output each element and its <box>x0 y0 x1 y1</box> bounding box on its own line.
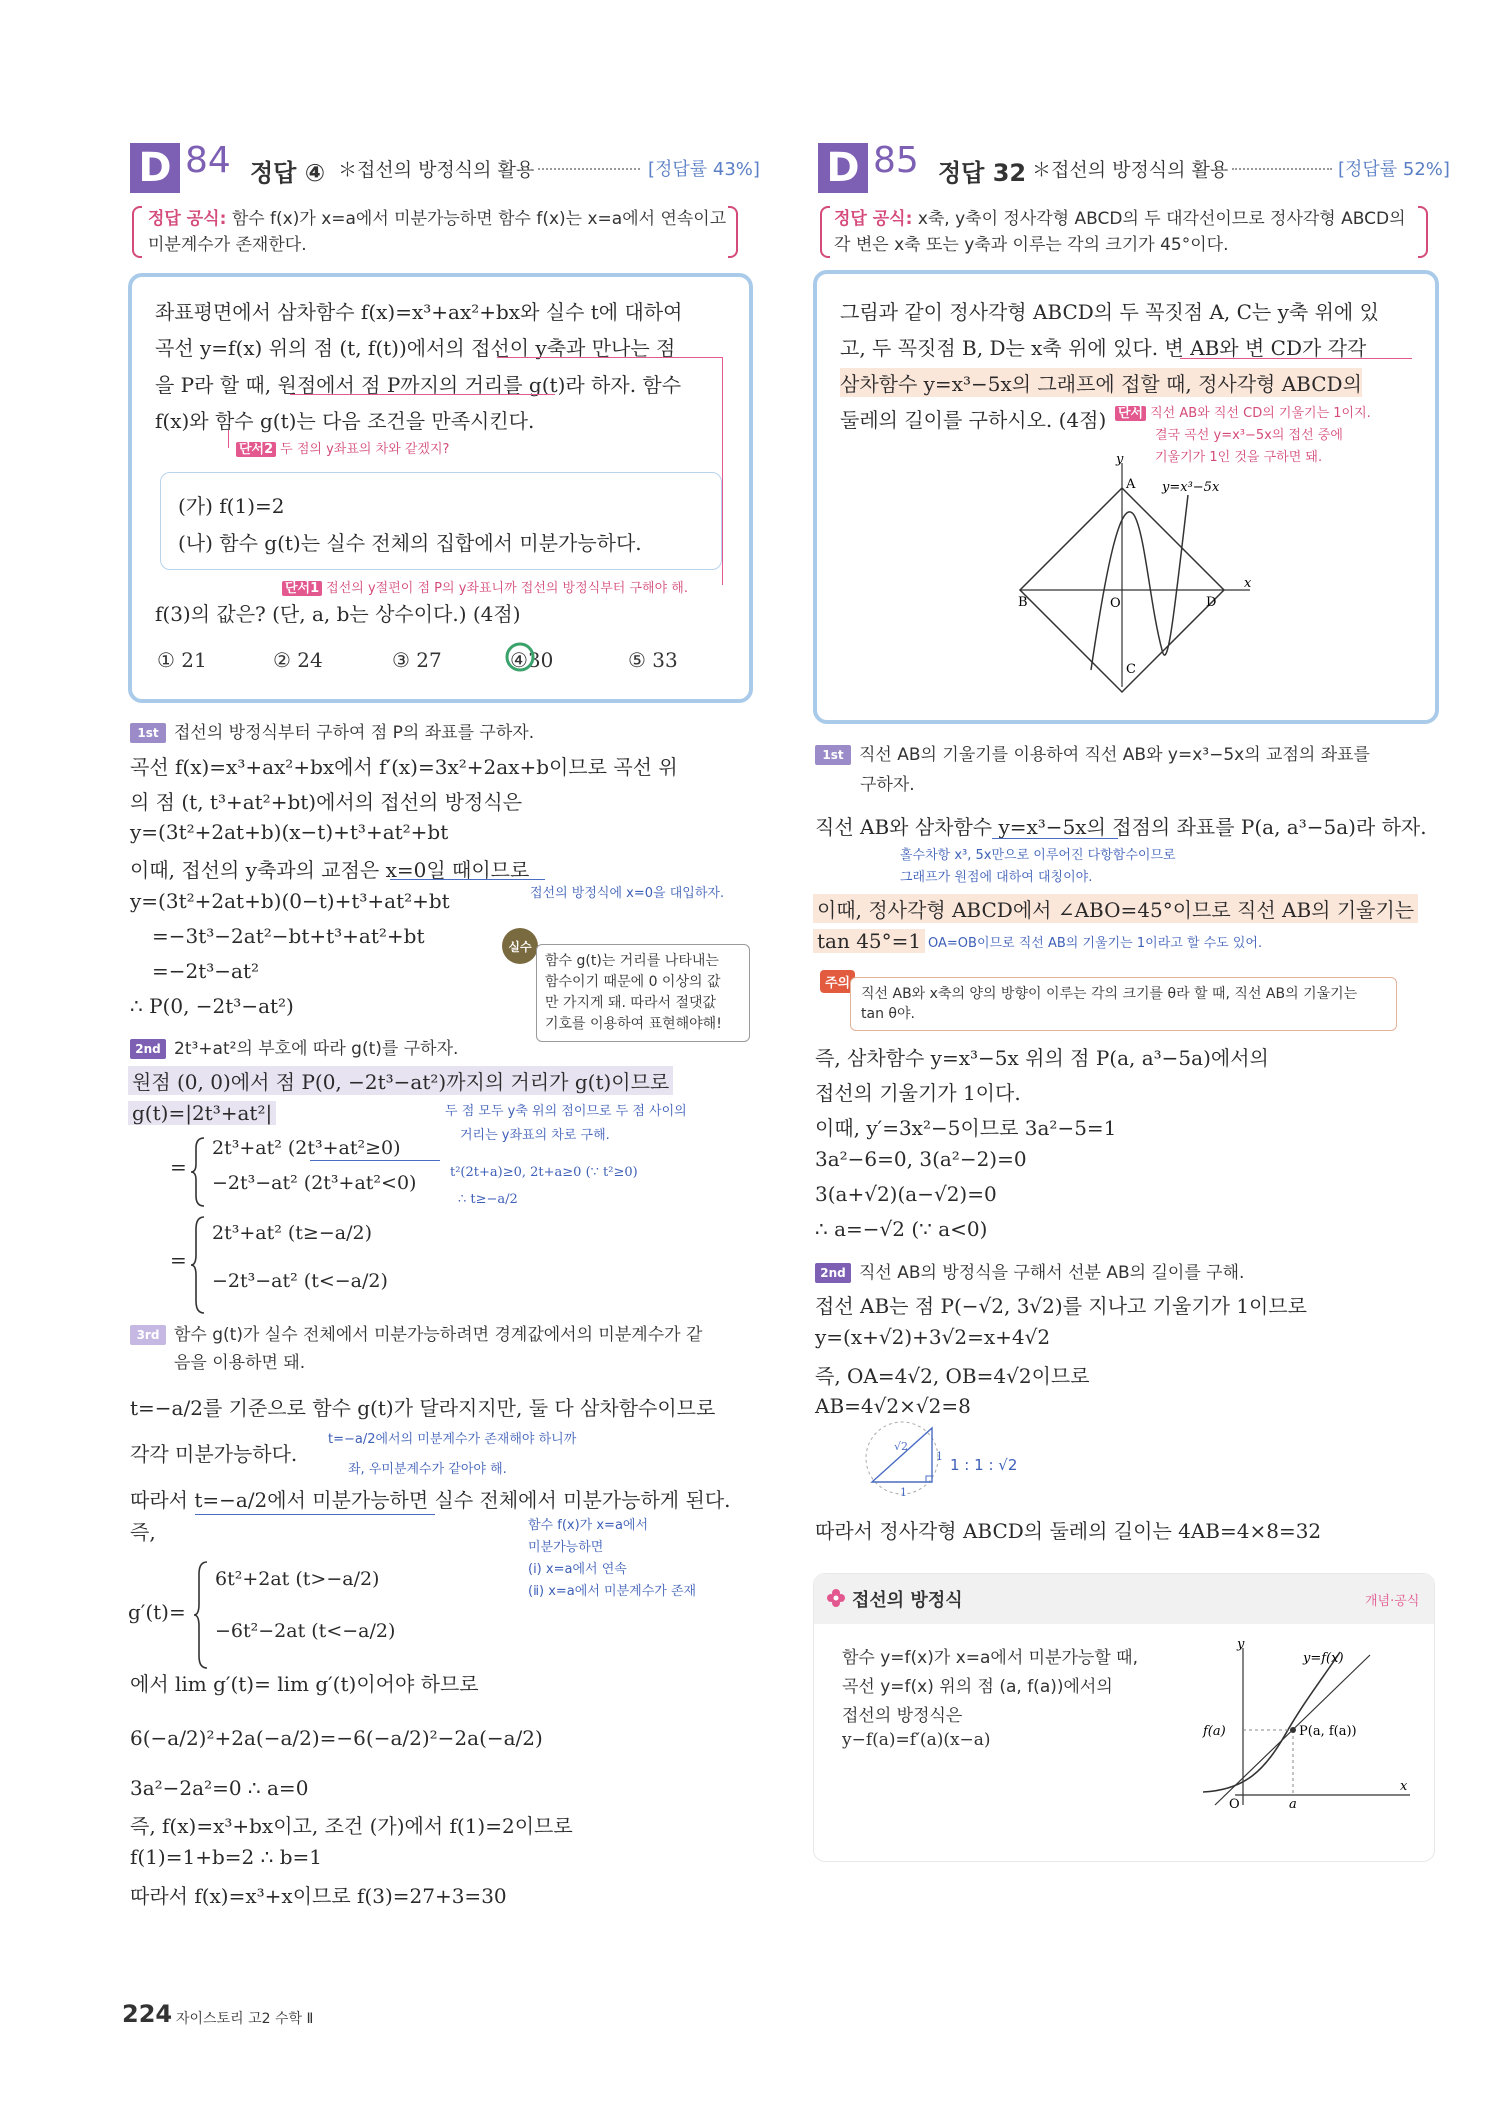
hint-underline <box>497 357 722 358</box>
note-diff-3: (ⅰ) x=a에서 연속 <box>528 1562 627 1577</box>
work-line: ∴ a=−√2 (∵ a<0) <box>815 1217 988 1241</box>
step-2-tag: 2nd <box>130 1039 166 1059</box>
note-diff-1: 함수 f(x)가 x=a에서 <box>528 1518 649 1533</box>
step-3 <box>130 1320 702 1345</box>
answer-formula <box>148 206 726 258</box>
hint-underline <box>1180 358 1412 359</box>
question-line: f(3)의 값은? (단, a, b는 상수이다.) (4점) <box>155 602 521 626</box>
step-1-text-1: 직선 AB의 기울기를 이용하여 직선 AB와 y=x³−5x의 교점의 좌표를 <box>859 745 1370 765</box>
formula-text-2: 미분계수가 존재한다. <box>148 235 307 255</box>
work-line: 즉, OA=4√2, OB=4√2이므로 <box>815 1364 1090 1388</box>
x-label: x <box>1400 1779 1408 1794</box>
problem-badge: D <box>818 143 868 193</box>
step-2-tag: 2nd <box>815 1263 851 1283</box>
a-label: a <box>1289 1797 1297 1810</box>
curve-label: y=x³−5x <box>1162 480 1220 495</box>
work-line: 곡선 f(x)=x³+ax²+bx에서 f′(x)=3x²+2ax+b이므로 곡선 위 <box>130 755 678 779</box>
g-absolute: g(t)=|2t³+at²| <box>128 1101 276 1125</box>
emphasis-underline <box>390 879 545 880</box>
note-mid-1: t=−a/2에서의 미분계수가 존재해야 하니까 <box>328 1432 577 1447</box>
tip-line: 함수 g(t)는 거리를 나타내는 <box>545 953 719 969</box>
work-line: 에서 lim g′(t)= lim g′(t)이어야 하므로 <box>130 1672 479 1696</box>
note-distance-2: 거리는 y좌표의 차로 구해. <box>460 1128 610 1143</box>
note-diff-2: 미분가능하면 <box>528 1540 604 1555</box>
step-3-cont: 음을 이용하면 돼. <box>174 1353 306 1373</box>
concept-tag: 개념·공식 <box>1365 1594 1420 1609</box>
hint-2-tag: 단서2 <box>236 442 276 457</box>
work-line: t=−a/2를 기준으로 함수 g(t)가 달라지지만, 둘 다 삼차함수이므로 <box>130 1396 716 1420</box>
y-label: y <box>1237 1640 1245 1652</box>
work-line: AB=4√2×√2=8 <box>815 1394 971 1418</box>
hint-underline <box>290 394 555 395</box>
problem-badge: D <box>130 143 180 193</box>
tip-line: 만 가지게 돼. 따라서 절댓값 <box>545 995 717 1011</box>
vertex-d: D <box>1206 595 1217 610</box>
formula-brace-right <box>728 206 738 258</box>
work-line: 3(a+√2)(a−√2)=0 <box>815 1182 997 1206</box>
step-2 <box>130 1034 458 1059</box>
work-line: 3a²−2a²=0 ∴ a=0 <box>130 1776 309 1800</box>
work-line: 즉, 삼차함수 y=x³−5x 위의 점 P(a, a³−5a)에서의 <box>815 1046 1269 1070</box>
work-line: 이때, y′=3x²−5이므로 3a²−5=1 <box>815 1116 1117 1140</box>
choice-4-correct: ④30 <box>510 648 554 672</box>
work-line: 직선 AB와 삼차함수 y=x³−5x의 접점의 좌표를 P(a, a³−5a)라 하자. <box>815 815 1427 839</box>
formula-brace-left <box>820 206 830 258</box>
note-diff-4: (ⅱ) x=a에서 미분계수가 존재 <box>528 1584 697 1599</box>
note-distance-1: 두 점 모두 y축 위의 점이므로 두 점 사이의 <box>445 1104 687 1119</box>
work-line: tan 45°=1 <box>813 929 925 953</box>
problem-line-4: 둘레의 길이를 구하시오. (4점) <box>840 408 1107 432</box>
concept-line-3: 접선의 방정식은 <box>842 1706 963 1726</box>
vertex-c: C <box>1126 662 1136 677</box>
choice-3: ③ 27 <box>392 648 442 672</box>
answer-label: 정답 ④ <box>250 159 326 187</box>
problem-line-2: 곡선 y=f(x) 위의 점 (t, f(t))에서의 접선이 y축과 만나는 점 <box>155 336 676 360</box>
point-p-label: P(a, f(a)) <box>1299 1724 1357 1739</box>
note-mid-2: 좌, 우미분계수가 같아야 해. <box>348 1462 507 1477</box>
formula-brace-right <box>1418 206 1428 258</box>
problem-line-1: 그림과 같이 정사각형 ABCD의 두 꼭짓점 A, C는 y축 위에 있 <box>840 300 1379 324</box>
work-line: =−3t³−2at²−bt+t³+at²+bt <box>152 924 425 948</box>
curve-label: y=f(x) <box>1303 1651 1344 1666</box>
case-note-2: ∴ t≥−a/2 <box>458 1192 518 1207</box>
topic-label: ＊접선의 방정식의 활용 <box>338 159 535 181</box>
work-line: 접선 AB는 점 P(−√2, 3√2)를 지나고 기울기가 1이므로 <box>815 1294 1308 1318</box>
ratio-note: 1 : 1 : √2 <box>950 1456 1018 1474</box>
formula-brace-left <box>132 206 142 258</box>
formula-text-1: x축, y축이 정사각형 ABCD의 두 대각선이므로 정사각형 ABCD의 <box>917 209 1406 229</box>
distance-line: 원점 (0, 0)에서 점 P(0, −2t³−at²)까지의 거리가 g(t)이므로 <box>128 1066 673 1095</box>
problem-number: 85 <box>873 140 919 181</box>
fa-label: f(a) <box>1203 1724 1226 1739</box>
note-substitute: 접선의 방정식에 x=0을 대입하자. <box>530 886 725 901</box>
origin-label: O <box>1229 1797 1240 1810</box>
hint-connector <box>722 357 723 585</box>
tri-leg-label: 1 <box>936 1450 943 1463</box>
work-line: 따라서 t=−a/2에서 미분가능하면 실수 전체에서 미분가능하게 된다. <box>130 1488 731 1512</box>
concept-formula: y−f(a)=f′(a)(x−a) <box>842 1730 991 1750</box>
formula-label: 정답 공식: <box>834 209 913 229</box>
work-line: 이때, 접선의 y축과의 교점은 x=0일 때이므로 <box>130 858 530 882</box>
vertex-b: B <box>1018 595 1028 610</box>
tip-badge-text: 실수 <box>508 940 532 954</box>
work-line: 각각 미분가능하다. <box>130 1442 298 1466</box>
step-1-text: 접선의 방정식부터 구하여 점 P의 좌표를 구하자. <box>174 723 535 743</box>
choice-5: ⑤ 33 <box>628 648 678 672</box>
problem-line-3: 을 P라 할 때, 원점에서 점 P까지의 거리를 g(t)라 하자. 함수 <box>155 373 682 397</box>
header-divider <box>1232 168 1332 170</box>
hint-1-text: 접선의 y절편이 점 P의 y좌표니까 접선의 방정식부터 구해야 해. <box>326 581 688 596</box>
tip-badge <box>500 926 540 966</box>
hint-line-1: 직선 AB와 직선 CD의 기울기는 1이지. <box>1150 406 1371 421</box>
flower-icon <box>826 1588 846 1608</box>
step-2 <box>815 1258 1244 1283</box>
tri-hyp-label: √2 <box>894 1440 909 1453</box>
curve-yfx <box>1203 1652 1340 1792</box>
choice-2: ② 24 <box>273 648 323 672</box>
condition-a: (가) f(1)=2 <box>178 494 285 518</box>
tip-line: 함수이기 때문에 0 이상의 값 <box>545 974 721 990</box>
case-brace <box>190 1136 208 1208</box>
warning-tag: 주의 <box>820 970 855 993</box>
hint-line-3: 기울기가 1인 것을 구하면 돼. <box>1155 450 1323 465</box>
hint-2 <box>236 438 449 457</box>
note-poly-2: 그래프가 원점에 대하여 대칭이야. <box>900 870 1093 885</box>
y-label: y <box>1116 455 1124 467</box>
case-brace <box>193 1560 211 1670</box>
problem-line-3: 삼차함수 y=x³−5x의 그래프에 접할 때, 정사각형 ABCD의 <box>840 368 1362 397</box>
formula-label: 정답 공식: <box>148 209 227 229</box>
step-1 <box>130 718 534 743</box>
step-2-text: 2t³+at²의 부호에 따라 g(t)를 구하자. <box>174 1039 459 1059</box>
hint-connector <box>228 430 229 448</box>
square-cubic-graph <box>1010 455 1270 695</box>
formula-text-2: 각 변은 x축 또는 y축과 이루는 각의 크기가 45°이다. <box>834 235 1229 255</box>
concept-title: 접선의 방정식 <box>852 1590 963 1611</box>
topic-label: ＊접선의 방정식의 활용 <box>1032 159 1229 181</box>
case-2a: 2t³+at² (t≥−a/2) <box>212 1222 372 1244</box>
concept-line-1: 함수 y=f(x)가 x=a에서 미분가능할 때, <box>842 1648 1138 1668</box>
final-answer: 따라서 정사각형 ABCD의 둘레의 길이는 4AB=4×8=32 <box>815 1519 1322 1543</box>
formula-text-1: 함수 f(x)가 x=a에서 미분가능하면 함수 f(x)는 x=a에서 연속이고 <box>231 209 727 229</box>
step-2-text: 직선 AB의 방정식을 구해서 선분 AB의 길이를 구해. <box>859 1263 1245 1283</box>
tip-line: 기호를 이용하여 표현해야해! <box>545 1016 722 1032</box>
step-1-cont: 구하자. <box>860 775 915 795</box>
work-line: 3a²−6=0, 3(a²−2)=0 <box>815 1147 1027 1171</box>
work-line: y=(3t²+2at+b)(x−t)+t³+at²+bt <box>130 820 449 844</box>
problem-number: 84 <box>185 140 231 181</box>
note-poly-1: 홀수차항 x³, 5x만으로 이루어진 다항함수이므로 <box>900 848 1176 863</box>
page-number: 224 <box>122 2000 173 2028</box>
gprime-case-2: −6t²−2at (t<−a/2) <box>215 1620 396 1642</box>
accuracy-rate: [정답률 43%] <box>648 159 760 180</box>
problem-line-2: 고, 두 꼭짓점 B, D는 x축 위에 있다. 변 AB와 변 CD가 각각 <box>840 336 1367 360</box>
condition-b: (나) 함수 g(t)는 실수 전체의 집합에서 미분가능하다. <box>178 531 642 555</box>
work-line: 접선의 기울기가 1이다. <box>815 1081 1021 1105</box>
warning-box <box>850 977 1397 1031</box>
tri-base-label: 1 <box>900 1486 907 1499</box>
step-3-tag: 3rd <box>130 1325 166 1345</box>
case-1b: −2t³−at² (2t³+at²<0) <box>212 1172 417 1194</box>
tangent-graph <box>1195 1640 1415 1810</box>
concept-line-2: 곡선 y=f(x) 위의 점 (a, f(a))에서의 <box>842 1677 1113 1697</box>
work-line: 이때, 정사각형 ABCD에서 ∠ABO=45°이므로 직선 AB의 기울기는 <box>813 894 1418 923</box>
warning-line-2: tan θ야. <box>861 1006 915 1022</box>
step-1-tag: 1st <box>130 723 166 743</box>
hint-tag: 단서 <box>1115 406 1146 421</box>
work-line: ∴ P(0, −2t³−at²) <box>130 994 294 1018</box>
step-3-text-1: 함수 g(t)가 실수 전체에서 미분가능하려면 경계값에서의 미분계수가 같 <box>174 1325 703 1345</box>
emphasis-underline <box>195 1514 435 1515</box>
problem-line-4: f(x)와 함수 g(t)는 다음 조건을 만족시킨다. <box>155 409 535 433</box>
case-brace <box>190 1215 208 1315</box>
tip-box <box>536 944 750 1042</box>
hint-2-text: 두 점의 y좌표의 차와 같겠지? <box>280 442 450 457</box>
step-1 <box>815 740 1370 765</box>
choice-1: ① 21 <box>157 648 207 672</box>
answer-label: 정답 32 <box>938 159 1027 187</box>
vertex-a: A <box>1126 477 1136 492</box>
accuracy-rate: [정답률 52%] <box>1338 159 1450 180</box>
hint <box>1115 402 1371 421</box>
equals-sign: = <box>170 1155 187 1179</box>
hint-1 <box>282 577 688 596</box>
answer-formula <box>834 206 1406 258</box>
step-1-tag: 1st <box>815 745 851 765</box>
work-line: 의 점 (t, t³+at²+bt)에서의 접선의 방정식은 <box>130 790 523 814</box>
origin-o: O <box>1110 596 1121 611</box>
note-oa: OA=OB이므로 직선 AB의 기울기는 1이라고 할 수도 있어. <box>928 936 1263 951</box>
work-line: y=(x+√2)+3√2=x+4√2 <box>815 1325 1051 1349</box>
warning-line-1: 직선 AB와 x축의 양의 방향이 이루는 각의 크기를 θ라 할 때, 직선 AB의 기울기는 <box>861 986 1358 1002</box>
emphasis-underline <box>992 838 1118 839</box>
gprime-label: g′(t)= <box>128 1600 186 1624</box>
cubic-curve <box>1091 495 1188 670</box>
case-note-1: t²(2t+a)≥0, 2t+a≥0 (∵ t²≥0) <box>450 1165 638 1180</box>
case-underline <box>310 1160 440 1161</box>
work-line: f(1)=1+b=2 ∴ b=1 <box>130 1845 322 1869</box>
work-line: =−2t³−at² <box>152 959 260 983</box>
work-line: 즉, f(x)=x³+bx이고, 조건 (가)에서 f(1)=2이므로 <box>130 1814 573 1838</box>
gprime-case-1: 6t²+2at (t>−a/2) <box>215 1568 380 1590</box>
case-2b: −2t³−at² (t<−a/2) <box>212 1270 388 1292</box>
book-title: 자이스토리 고2 수학 Ⅱ <box>176 2011 314 2027</box>
equals-sign: = <box>170 1248 187 1272</box>
x-label: x <box>1244 576 1252 591</box>
header-divider <box>538 168 640 170</box>
answer-circle-mark <box>503 640 537 674</box>
work-line: 6(−a/2)²+2a(−a/2)=−6(−a/2)²−2a(−a/2) <box>130 1726 543 1750</box>
work-line: y=(3t²+2at+b)(0−t)+t³+at²+bt <box>130 889 450 913</box>
work-line: 즉, <box>130 1520 156 1544</box>
problem-line-1: 좌표평면에서 삼차함수 f(x)=x³+ax²+bx와 실수 t에 대하여 <box>155 300 683 324</box>
isosceles-triangle <box>860 1420 950 1500</box>
case-1a: 2t³+at² (2t³+at²≥0) <box>212 1137 401 1159</box>
work-line: 따라서 f(x)=x³+x이므로 f(3)=27+3=30 <box>130 1884 507 1908</box>
hint-1-tag: 단서1 <box>282 581 322 596</box>
hint-line-2: 결국 곡선 y=x³−5x의 접선 중에 <box>1155 428 1343 443</box>
